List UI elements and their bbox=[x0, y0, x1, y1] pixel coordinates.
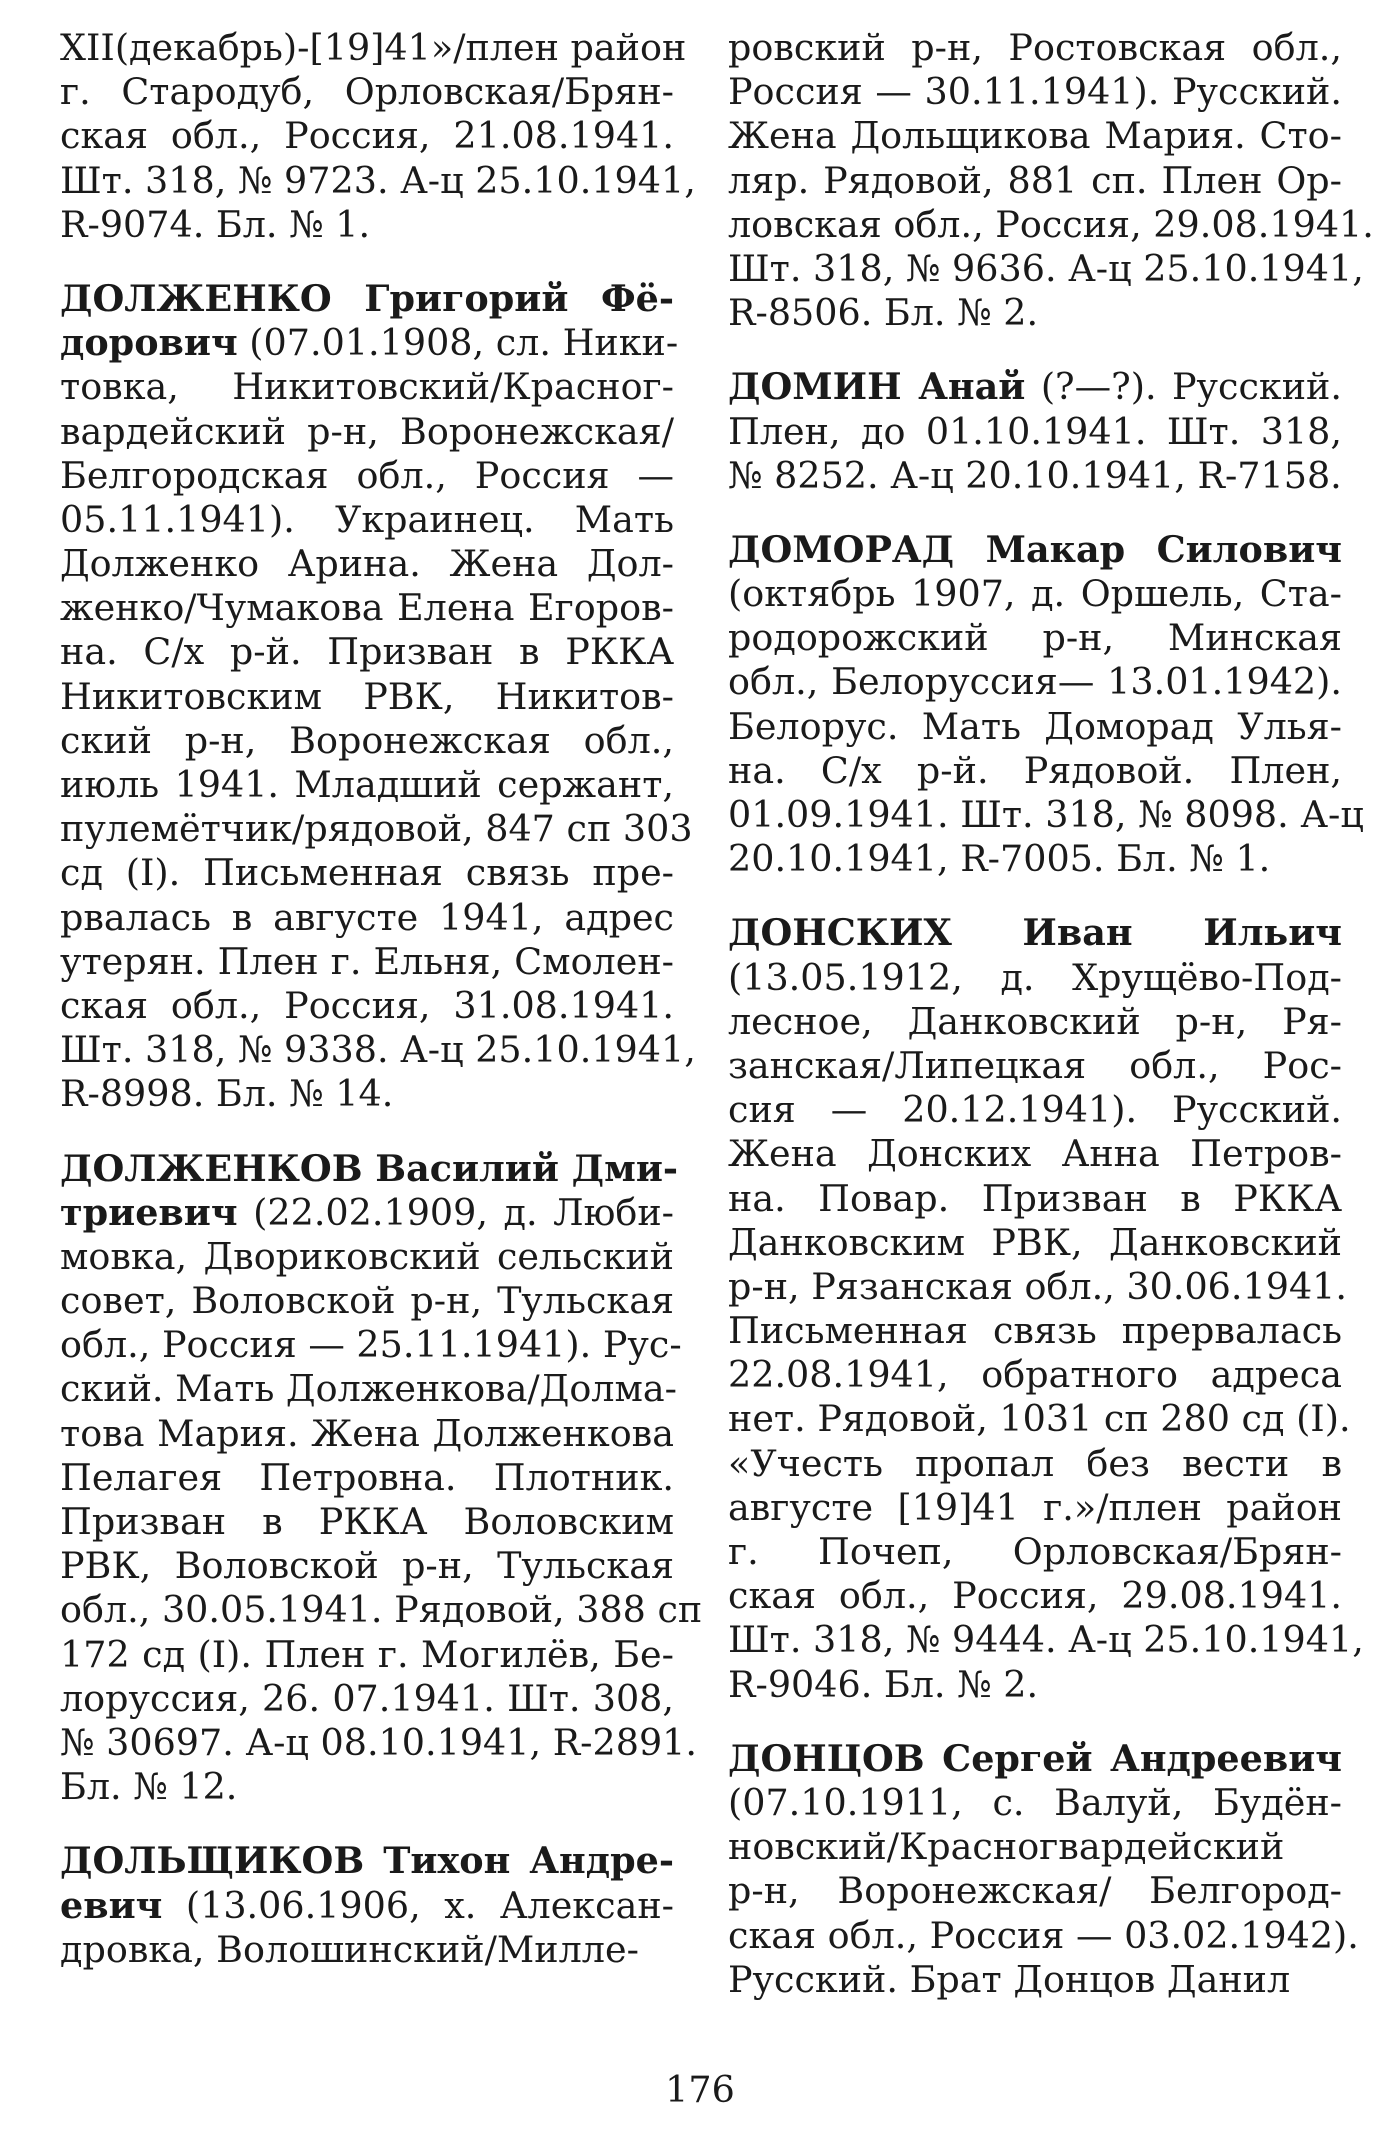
text-line bbox=[728, 837, 1342, 881]
entry-text: нет. Рядовой, 1031 сп 280 сд (I). bbox=[728, 1397, 1351, 1441]
entry-text: ский р-н, Воронежская обл., bbox=[60, 718, 674, 762]
text-line bbox=[60, 1367, 677, 1411]
text-line bbox=[728, 1913, 1359, 1958]
text-line bbox=[728, 1044, 1342, 1088]
entry-text: Жена Донских Анна Петров- bbox=[728, 1132, 1342, 1176]
text-line bbox=[60, 763, 674, 807]
left-column bbox=[60, 26, 703, 1972]
entry-text: Бл. № 12. bbox=[60, 1765, 238, 1809]
text-line bbox=[728, 1486, 1342, 1530]
entry-text: Шт. 318, № 9636. А-ц 25.10.1941, bbox=[728, 246, 1364, 290]
entry-text: г. Стародуб, Орловская/Брян- bbox=[60, 70, 674, 114]
entry-text: Шт. 318, № 9723. А-ц 25.10.1941, bbox=[60, 158, 696, 202]
entry-text: обл., Россия — 25.11.1941). Рус- bbox=[60, 1323, 682, 1367]
entry-text: совет, Воловской р-н, Тульская bbox=[60, 1279, 674, 1323]
entry-text: ловская обл., Россия, 29.08.1941. bbox=[728, 202, 1374, 246]
text-line bbox=[728, 1132, 1342, 1176]
text-line bbox=[60, 896, 674, 940]
entry-gap bbox=[60, 1809, 674, 1839]
text-line bbox=[60, 630, 674, 674]
entry-text: Пелагея Петровна. Плотник. bbox=[60, 1455, 674, 1499]
text-line bbox=[728, 1574, 1342, 1618]
text-line bbox=[728, 1000, 1342, 1044]
text-line bbox=[60, 1072, 674, 1116]
text-line bbox=[60, 1028, 696, 1072]
text-line bbox=[60, 410, 674, 454]
text-line bbox=[60, 1677, 674, 1721]
entry-text: 01.09.1941. Шт. 318, № 8098. А-ц bbox=[728, 793, 1364, 836]
entry-text: ская обл., Россия, 29.08.1941. bbox=[728, 1574, 1342, 1618]
entry bbox=[60, 1839, 674, 1972]
text-line bbox=[728, 1088, 1342, 1132]
entry-text: на. С/х р-й. Рядовой. Плен, bbox=[728, 748, 1342, 792]
entry-text: 20.10.1941, R-7005. Бл. № 1. bbox=[728, 837, 1271, 881]
entry-text: 05.11.1941). Украинец. Мать bbox=[60, 497, 674, 541]
entry-text: (октябрь 1907, д. Оршель, Ста- bbox=[728, 572, 1342, 616]
text-line bbox=[60, 203, 674, 247]
entry-text: това Мария. Жена Долженкова bbox=[60, 1411, 674, 1455]
text-line bbox=[728, 291, 1342, 335]
entry-text: R-9046. Бл. № 2. bbox=[728, 1662, 1039, 1706]
right-column bbox=[728, 26, 1374, 2002]
entry-name: ДОНЦОВ Сергей Андреевич bbox=[728, 1736, 1342, 1780]
entry-name: дорович bbox=[60, 321, 238, 365]
text-line bbox=[728, 26, 1342, 70]
entry-text: г. Почеп, Орловская/Брян- bbox=[728, 1530, 1342, 1573]
text-line bbox=[60, 940, 674, 984]
text-line bbox=[60, 26, 687, 70]
text-line bbox=[60, 454, 674, 498]
text-line bbox=[728, 1264, 1347, 1309]
entry-text: ский. Мать Долженкова/Долма- bbox=[60, 1367, 677, 1411]
entry-text: (13.05.1912, д. Хрущёво-Под- bbox=[728, 955, 1342, 999]
entry-text: (13.06.1906, х. Алексан- bbox=[162, 1883, 674, 1927]
text-line bbox=[60, 1191, 674, 1235]
text-line bbox=[728, 159, 1342, 203]
entry-text: Белгородская обл., Россия — bbox=[60, 453, 674, 497]
text-line bbox=[60, 1839, 674, 1883]
text-line bbox=[60, 1500, 674, 1544]
text-line bbox=[60, 542, 674, 586]
entry-name: ДОЛЖЕНКОВ Василий Дми- bbox=[60, 1146, 679, 1190]
text-line bbox=[728, 956, 1342, 1000]
text-line bbox=[60, 1456, 674, 1500]
entry-text: Белорус. Мать Доморад Улья- bbox=[728, 704, 1342, 748]
page-number: 176 bbox=[665, 2068, 735, 2111]
text-line bbox=[60, 114, 674, 158]
text-line bbox=[60, 1544, 674, 1588]
entry-name: евич bbox=[60, 1883, 163, 1927]
text-line bbox=[728, 1781, 1342, 1825]
text-line bbox=[728, 114, 1342, 158]
text-line bbox=[728, 1353, 1342, 1397]
entry-name: ДОЛЬЩИКОВ Тихон Андре- bbox=[60, 1839, 674, 1883]
entry-name: триевич bbox=[60, 1190, 238, 1234]
entry-text: Никитовским РВК, Никитов- bbox=[60, 674, 674, 718]
text-line bbox=[60, 1884, 674, 1928]
entry-text: мовка, Двориковский сельский bbox=[60, 1234, 674, 1278]
text-line bbox=[728, 246, 1364, 291]
entry-text: R-8998. Бл. № 14. bbox=[60, 1072, 394, 1116]
text-line bbox=[60, 807, 693, 851]
entry-gap bbox=[728, 498, 1342, 528]
entry-gap bbox=[728, 881, 1342, 911]
text-line bbox=[60, 1279, 674, 1323]
text-line bbox=[728, 1397, 1351, 1441]
text-line bbox=[728, 616, 1342, 660]
text-line bbox=[728, 1618, 1364, 1662]
entry bbox=[728, 365, 1342, 498]
entry-text: р-н, Рязанская обл., 30.06.1941. bbox=[728, 1264, 1347, 1308]
entry-text: родорожский р-н, Минская bbox=[728, 616, 1342, 660]
entry-name: ДОЛЖЕНКО Григорий Фё- bbox=[60, 276, 674, 320]
text-line bbox=[60, 498, 674, 542]
text-line bbox=[728, 454, 1342, 498]
entry-text: (22.02.1909, д. Люби- bbox=[237, 1190, 674, 1234]
entry-text: обл., Белоруссия— 13.01.1942). bbox=[728, 660, 1342, 704]
entry-gap bbox=[728, 1707, 1342, 1737]
text-line bbox=[728, 1958, 1342, 2002]
entry-text: Данковским РВК, Данковский bbox=[728, 1220, 1342, 1264]
text-line bbox=[728, 365, 1342, 409]
entry-text: утерян. Плен г. Ельня, Смолен- bbox=[60, 939, 674, 983]
text-line bbox=[60, 158, 696, 203]
entry bbox=[60, 26, 696, 247]
text-line bbox=[60, 277, 674, 321]
text-line bbox=[60, 1412, 674, 1456]
text-line bbox=[728, 1530, 1342, 1574]
entry-text: обл., 30.05.1941. Рядовой, 388 сп bbox=[60, 1588, 703, 1632]
entry-text: Россия — 30.11.1941). Русский. bbox=[728, 70, 1342, 114]
text-line bbox=[728, 572, 1342, 616]
page-body bbox=[60, 26, 1374, 2066]
entry bbox=[60, 276, 696, 1117]
entry bbox=[728, 1736, 1359, 2002]
entry-text: (?—?). Русский. bbox=[1025, 365, 1342, 409]
text-line bbox=[60, 1720, 698, 1765]
entry-text: 22.08.1941, обратного адреса bbox=[728, 1353, 1342, 1397]
text-line bbox=[728, 749, 1342, 793]
text-line bbox=[728, 528, 1342, 572]
text-line bbox=[728, 1309, 1342, 1353]
entry-text: ляр. Рядовой, 881 сп. Плен Ор- bbox=[728, 158, 1342, 202]
entry-text: сд (I). Письменная связь пре- bbox=[60, 851, 674, 895]
entry-name: ДОМОРАД Макар Силович bbox=[728, 527, 1342, 571]
entry bbox=[728, 911, 1364, 1706]
entry-text: R-9074. Бл. № 1. bbox=[60, 202, 371, 246]
text-line bbox=[728, 793, 1364, 837]
text-line bbox=[728, 1663, 1342, 1707]
entry-text: 172 сд (I). Плен г. Могилёв, Бе- bbox=[60, 1632, 674, 1676]
entry-text: Жена Дольщикова Мария. Сто- bbox=[728, 114, 1342, 158]
entry-text: июль 1941. Младший сержант, bbox=[60, 763, 674, 806]
entry-text: рвалась в августе 1941, адрес bbox=[60, 895, 674, 939]
text-line bbox=[728, 202, 1374, 247]
text-line bbox=[60, 851, 674, 895]
text-line bbox=[728, 410, 1342, 454]
entry-text: Русский. Брат Донцов Данил bbox=[728, 1957, 1291, 2001]
text-line bbox=[60, 321, 679, 365]
text-line bbox=[728, 1221, 1342, 1265]
text-line bbox=[728, 705, 1342, 749]
entry-text: лоруссия, 26. 07.1941. Шт. 308, bbox=[60, 1676, 674, 1720]
text-line bbox=[60, 1235, 674, 1279]
entry bbox=[728, 26, 1374, 335]
text-line bbox=[728, 1825, 1342, 1869]
text-line bbox=[60, 70, 674, 114]
entry-text: Плен, до 01.10.1941. Шт. 318, bbox=[728, 409, 1342, 453]
entry-text: РВК, Воловской р-н, Тульская bbox=[60, 1544, 674, 1588]
text-line bbox=[60, 365, 674, 409]
entry-text: ская обл., Россия, 31.08.1941. bbox=[60, 983, 674, 1027]
entry-text: ровский р-н, Ростовская обл., bbox=[728, 26, 1342, 69]
entry-text: дровка, Волошинский/Милле- bbox=[60, 1927, 639, 1971]
entry bbox=[60, 1146, 703, 1810]
text-line bbox=[60, 1633, 674, 1677]
entry bbox=[728, 527, 1364, 882]
text-line bbox=[60, 1588, 703, 1632]
entry-text: (07.10.1911, с. Валуй, Будён- bbox=[728, 1780, 1342, 1824]
text-line bbox=[60, 1146, 679, 1191]
text-line bbox=[728, 1869, 1342, 1913]
text-line bbox=[728, 911, 1342, 955]
entry-text: Шт. 318, № 9338. А-ц 25.10.1941, bbox=[60, 1028, 696, 1072]
entry-text: новский/Красногвардейский bbox=[728, 1825, 1285, 1869]
entry-name: ДОМИН Анай bbox=[728, 365, 1026, 409]
text-line bbox=[60, 675, 674, 719]
entry-text: R-8506. Бл. № 2. bbox=[728, 291, 1039, 335]
entry-text: XII(декабрь)-[19]41»/плен район bbox=[60, 26, 687, 69]
text-line bbox=[728, 660, 1342, 704]
text-line bbox=[60, 586, 674, 630]
text-line bbox=[60, 1765, 674, 1809]
entry-text: Шт. 318, № 9444. А-ц 25.10.1941, bbox=[728, 1618, 1364, 1662]
entry-text: пулемётчик/рядовой, 847 сп 303 bbox=[60, 807, 693, 851]
entry-text: Письменная связь прервалась bbox=[728, 1309, 1342, 1353]
entry-text: Долженко Арина. Жена Дол- bbox=[60, 542, 674, 586]
entry-text: занская/Липецкая обл., Рос- bbox=[728, 1043, 1342, 1087]
entry-text: лесное, Данковский р-н, Ря- bbox=[728, 999, 1342, 1043]
text-line bbox=[728, 1737, 1342, 1781]
entry-gap bbox=[60, 247, 674, 277]
entry-text: сия — 20.12.1941). Русский. bbox=[728, 1088, 1342, 1132]
entry-text: вардейский р-н, Воронежская/ bbox=[60, 409, 674, 453]
entry-text: р-н, Воронежская/ Белгород- bbox=[728, 1869, 1342, 1913]
text-line bbox=[60, 984, 674, 1028]
entry-text: на. Повар. Призван в РККА bbox=[728, 1176, 1342, 1220]
text-line bbox=[60, 1928, 674, 1972]
entry-text: № 30697. А-ц 08.10.1941, R-2891. bbox=[60, 1720, 698, 1764]
entry-text: (07.01.1908, сл. Ники- bbox=[237, 321, 679, 365]
entry-text: «Учесть пропал без вести в bbox=[728, 1441, 1342, 1485]
text-line bbox=[728, 1177, 1342, 1221]
text-line bbox=[60, 719, 674, 763]
entry-text: Призван в РККА Воловским bbox=[60, 1500, 674, 1543]
entry-gap bbox=[728, 335, 1342, 365]
text-line bbox=[728, 1442, 1342, 1486]
text-line bbox=[60, 1323, 682, 1367]
entry-name: ДОНСКИХ Иван Ильич bbox=[728, 911, 1342, 955]
entry-gap bbox=[60, 1117, 674, 1147]
entry-text: на. С/х р-й. Призван в РККА bbox=[60, 630, 674, 674]
entry-text: ская обл., Россия — 03.02.1942). bbox=[728, 1913, 1359, 1957]
entry-text: августе [19]41 г.»/плен район bbox=[728, 1485, 1342, 1529]
text-line bbox=[728, 70, 1342, 114]
entry-text: ская обл., Россия, 21.08.1941. bbox=[60, 114, 674, 158]
entry-text: № 8252. А-ц 20.10.1941, R-7158. bbox=[728, 453, 1342, 497]
entry-text: женко/Чумакова Елена Егоров- bbox=[60, 586, 674, 630]
entry-text: товка, Никитовский/Красног- bbox=[60, 365, 674, 409]
